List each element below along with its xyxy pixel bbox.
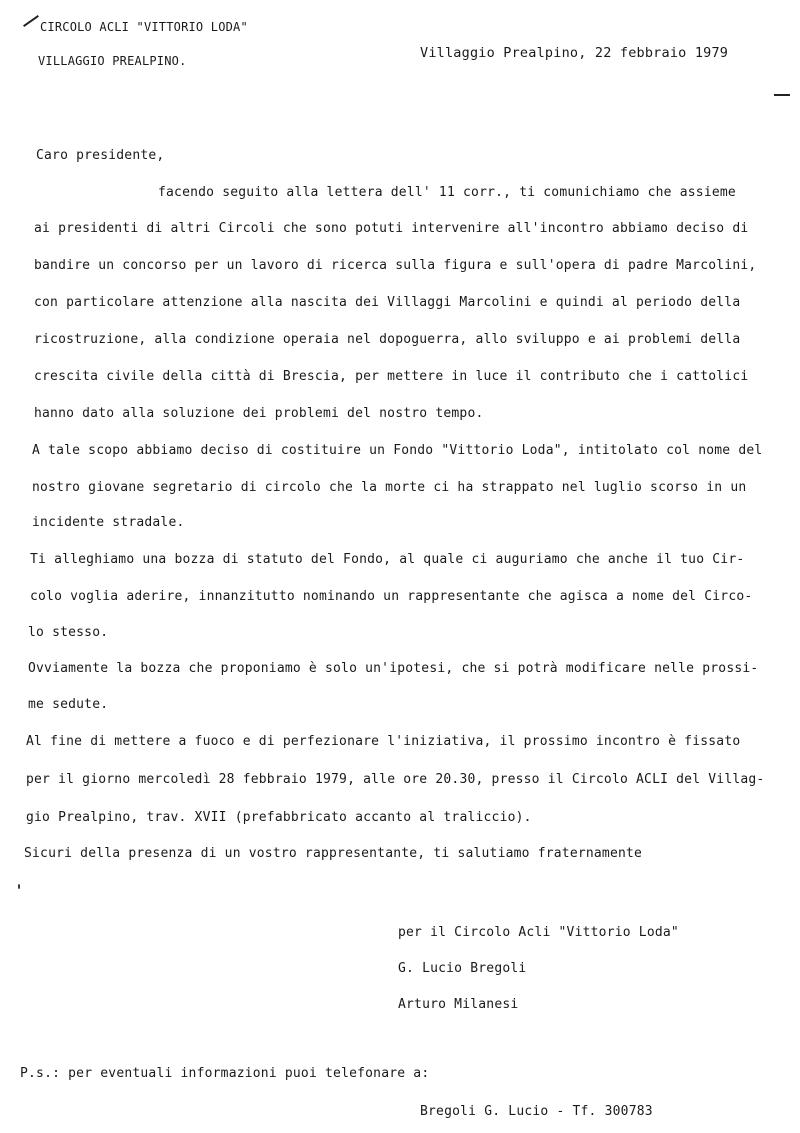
body-line: Sicuri della presenza di un vostro rappresentante, ti salutiamo fraternamente xyxy=(24,846,643,861)
body-line: gio Prealpino, trav. XVII (prefabbricato accanto al traliccio). xyxy=(26,810,532,825)
body-line: facendo seguito alla lettera dell' 11 corr., ti comunichiamo che assieme xyxy=(158,185,736,200)
body-line: per il giorno mercoledì 28 febbraio 1979, alle ore 20.30, presso il Circolo ACLI del Villag- xyxy=(26,772,765,787)
body-line: hanno dato alla soluzione dei problemi del nostro tempo. xyxy=(34,406,484,421)
body-line: bandire un concorso per un lavoro di ricerca sulla figura e sull'opera di padre Marcolini, xyxy=(34,258,757,273)
contact-phone: Bregoli G. Lucio - Tf. 300783 xyxy=(420,1104,653,1119)
scan-speck xyxy=(18,884,20,889)
signature-name-1: G. Lucio Bregoli xyxy=(398,961,527,976)
salutation: Caro presidente, xyxy=(36,148,165,163)
body-line: me sedute. xyxy=(28,697,109,712)
body-line: lo stesso. xyxy=(28,625,109,640)
letterhead-name: CIRCOLO ACLI "VITTORIO LODA" xyxy=(40,20,248,34)
body-line: incidente stradale. xyxy=(32,515,185,530)
place-date: Villaggio Prealpino, 22 febbraio 1979 xyxy=(420,45,729,61)
postscript: P.s.: per eventuali informazioni puoi telefonare a: xyxy=(20,1066,430,1081)
body-line: nostro giovane segretario di circolo che la morte ci ha strappato nel luglio scorso in un xyxy=(32,480,747,495)
letterhead-place: VILLAGGIO PREALPINO. xyxy=(38,54,187,68)
signature-organization: per il Circolo Acli "Vittorio Loda" xyxy=(398,925,679,940)
body-line: Ti alleghiamo una bozza di statuto del Fondo, al quale ci auguriamo che anche il tuo Cir- xyxy=(30,552,745,567)
body-line: colo voglia aderire, innanzitutto nominando un rappresentante che agisca a nome del Circo- xyxy=(30,589,753,604)
body-line: crescita civile della città di Brescia, per mettere in luce il contributo che i cattolici xyxy=(34,369,749,384)
body-line: con particolare attenzione alla nascita dei Villaggi Marcolini e quindi al periodo della xyxy=(34,295,741,310)
body-line: Ovviamente la bozza che proponiamo è solo un'ipotesi, che si potrà modificare nelle prossi- xyxy=(28,661,759,676)
body-line: ricostruzione, alla condizione operaia nel dopoguerra, allo sviluppo e ai problemi della xyxy=(34,332,741,347)
body-line: ai presidenti di altri Circoli che sono potuti intervenire all'incontro abbiamo deciso di xyxy=(34,221,749,236)
scan-stroke-mark xyxy=(23,15,39,27)
body-line: A tale scopo abbiamo deciso di costituire un Fondo "Vittorio Loda", intitolato col nome del xyxy=(32,443,763,458)
signature-name-2: Arturo Milanesi xyxy=(398,997,519,1012)
body-line: Al fine di mettere a fuoco e di perfezionare l'iniziativa, il prossimo incontro è fissato xyxy=(26,734,741,749)
scan-dash-mark xyxy=(774,94,790,96)
